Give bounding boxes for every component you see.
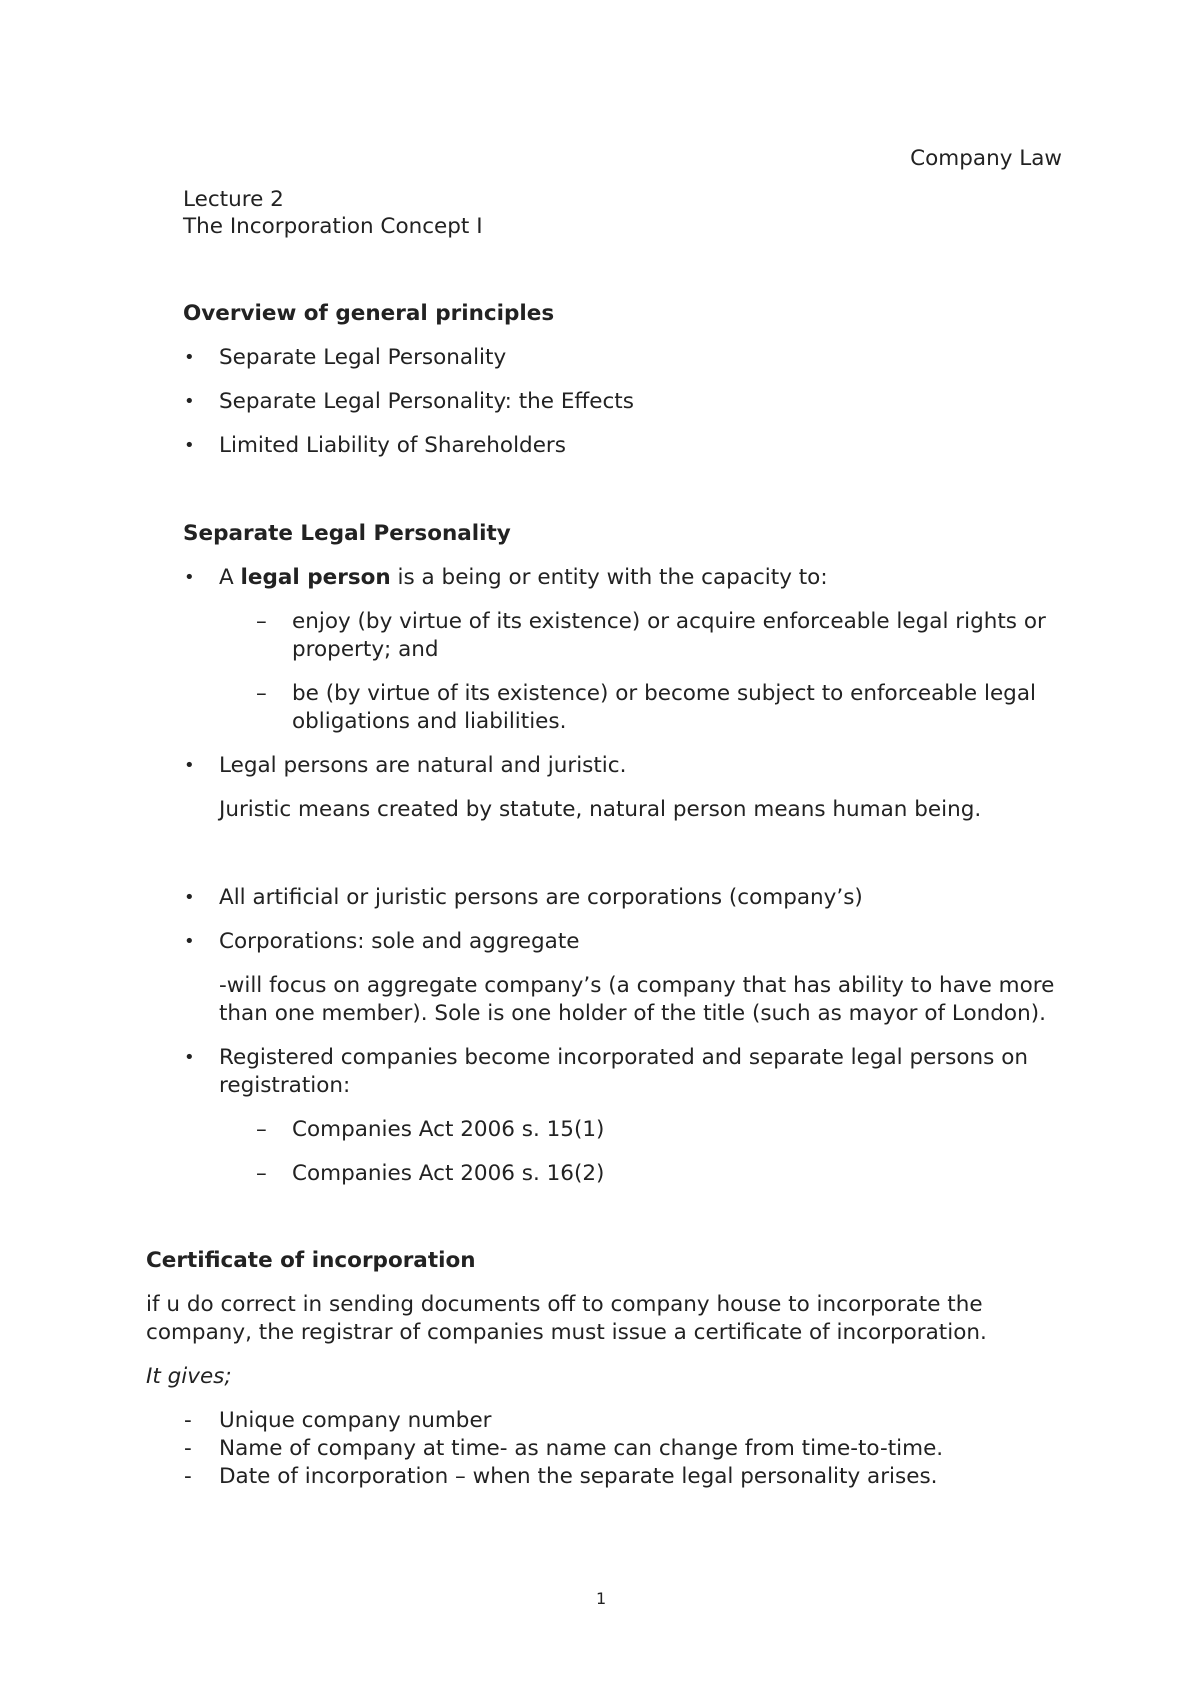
overview-heading: Overview of general principles [183,301,555,326]
sub-item-line: obligations and liabilities. [292,709,567,734]
sub-item-line: property; and [292,637,439,662]
slp-note: Juristic means created by statute, natural person means human being. [219,797,982,822]
lecture-title: The Incorporation Concept I [183,214,483,239]
certificate-list-item: Date of incorporation – when the separate legal personality arises. [219,1464,938,1489]
hyphen-icon: - [184,1408,192,1433]
course-title: Company Law [910,146,1062,171]
bullet-icon: • [184,391,195,412]
overview-item: Separate Legal Personality: the Effects [219,389,634,414]
text-suffix: is a being or entity with the capacity to: [390,565,828,590]
dash-icon: – [256,1117,267,1142]
bullet-icon: • [184,887,195,908]
text-prefix: A [219,565,241,590]
dash-icon: – [256,1161,267,1186]
slp-note: than one member). Sole is one holder of the title (such as mayor of London). [219,1001,1046,1026]
dash-icon: – [256,681,267,706]
legal-person-term: legal person [240,565,391,590]
slp-note: -will focus on aggregate company’s (a company that has ability to have more [219,973,1055,998]
sub-item-line: be (by virtue of its existence) or become subject to enforceable legal [292,681,1036,706]
certificate-list-item: Unique company number [219,1408,492,1433]
bullet-icon: • [184,347,195,368]
overview-item: Separate Legal Personality [219,345,507,370]
slp-item: Legal persons are natural and juristic. [219,753,627,778]
slp-item: Corporations: sole and aggregate [219,929,580,954]
overview-item: Limited Liability of Shareholders [219,433,566,458]
page-number: 1 [596,1589,607,1608]
sub-item-line: enjoy (by virtue of its existence) or acquire enforceable legal rights or [292,609,1046,634]
hyphen-icon: - [184,1436,192,1461]
slp-heading: Separate Legal Personality [183,521,511,546]
certificate-gives: It gives; [146,1364,232,1389]
bullet-icon: • [184,755,195,776]
bullet-icon: • [184,567,195,588]
certificate-para: company, the registrar of companies must issue a certificate of incorporation. [146,1320,987,1345]
slp-item: registration: [219,1073,351,1098]
dash-icon: – [256,609,267,634]
bullet-icon: • [184,1047,195,1068]
slp-item: Registered companies become incorporated and separate legal persons on [219,1045,1028,1070]
slp-item: All artificial or juristic persons are corporations (company’s) [219,885,863,910]
certificate-list-item: Name of company at time- as name can change from time-to-time. [219,1436,944,1461]
bullet-icon: • [184,931,195,952]
slp-item-legal-person [219,564,828,592]
certificate-heading: Certificate of incorporation [146,1248,476,1273]
lecture-number: Lecture 2 [183,187,284,212]
sub-item-line: Companies Act 2006 s. 15(1) [292,1117,605,1142]
certificate-para: if u do correct in sending documents off to company house to incorporate the [146,1292,983,1317]
bullet-icon: • [184,435,195,456]
hyphen-icon: - [184,1464,192,1489]
sub-item-line: Companies Act 2006 s. 16(2) [292,1161,605,1186]
